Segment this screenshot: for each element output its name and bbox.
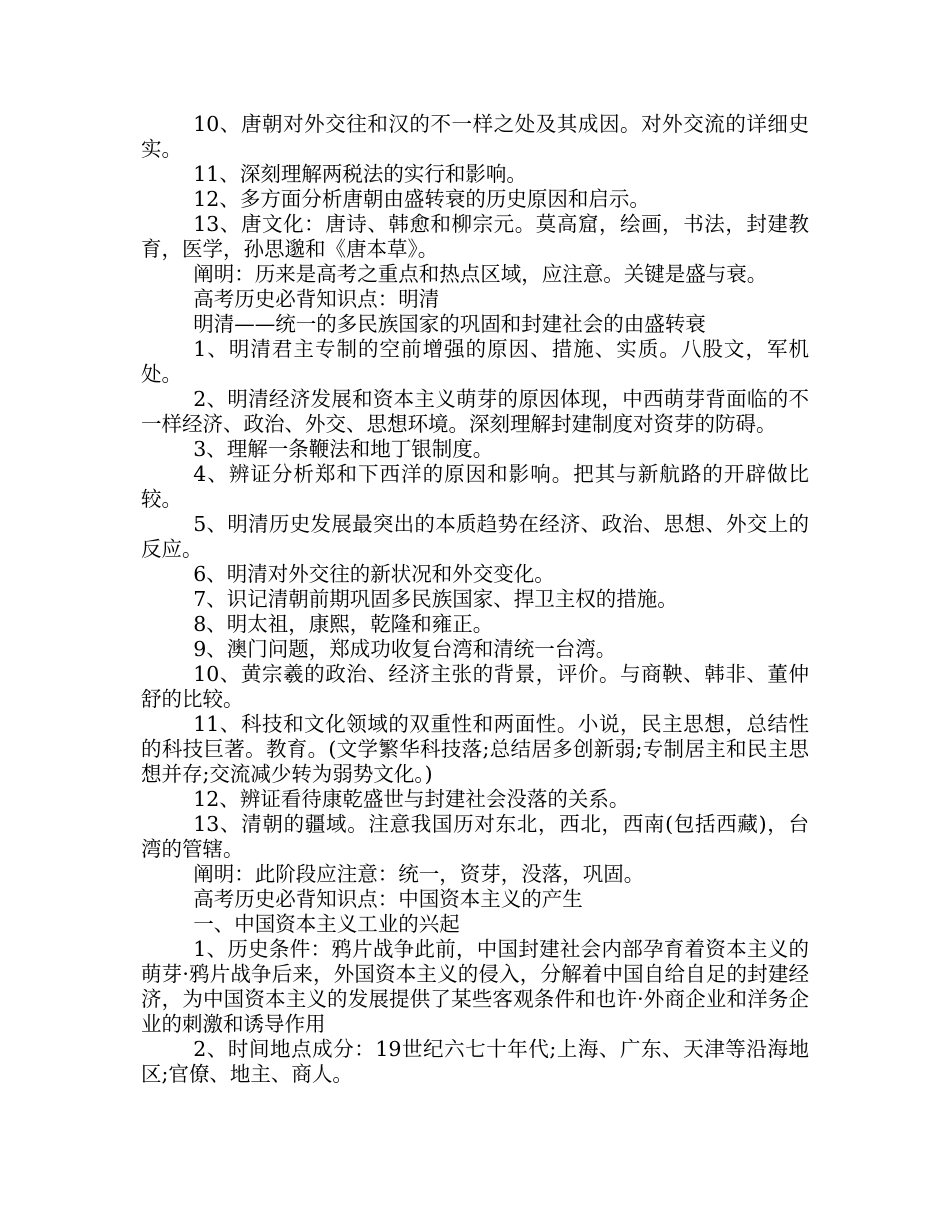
paragraph-two-tax-law: 11、深刻理解两税法的实行和影响。 [193, 162, 527, 186]
paragraph-trends: 5、明清历史发展最突出的本质趋势在经济、政治、思想、外交上的反应。 [141, 512, 809, 561]
paragraph-capitalism-sprouts: 2、明清经济发展和资本主义萌芽的原因体现，中西萌芽背面临的不一样经济、政治、外交、思想环境。深刻理解封建制度对资芽的防碍。 [141, 387, 809, 436]
paragraph-historical-conditions: 1、历史条件：鸦片战争此前，中国封建社会内部孕育着资本主义的萌芽·鸦片战争后来，外国资本主义的侵入，分解着中国自给自足的封建经济，为中国资本主义的发展提供了某些客观条件和也许·外商企业和洋务企业的刺激和诱导作用 [141, 937, 809, 1036]
paragraph-tang-foreign-relations: 10、唐朝对外交往和汉的不一样之处及其成因。对外交流的详细史实。 [141, 112, 809, 161]
paragraph-tang-decline: 12、多方面分析唐朝由盛转衰的历史原因和启示。 [193, 187, 650, 211]
paragraph-kangqian: 12、辨证看待康乾盛世与封建社会没落的关系。 [193, 787, 630, 811]
paragraph-time-place: 2、时间地点成分：19世纪六七十年代;上海、广东、天津等沿海地区;官僚、地主、商人。 [141, 1037, 809, 1086]
paragraph-tang-culture: 13、唐文化：唐诗、韩愈和柳宗元。莫高窟，绘画，书法，封建教育，医学，孙思邈和《唐本草》。 [141, 212, 809, 261]
paragraph-science-culture: 11、科技和文化领域的双重性和两面性。小说，民主思想，总结性的科技巨著。教育。(文学繁华科技落;总结居多创新弱;专制居主和民主思想并存;交流减少转为弱势文化。) [141, 712, 809, 786]
paragraph-sovereignty: 7、识记清朝前期巩固多民族国家、捍卫主权的措施。 [193, 587, 678, 611]
paragraph-autocracy: 1、明清君主专制的空前增强的原因、措施、实质。八股文，军机处。 [141, 337, 809, 386]
document-page [141, 112, 809, 1087]
paragraph-tax-reform: 3、理解一条鞭法和地丁银制度。 [193, 437, 494, 461]
section-heading-capitalism: 高考历史必背知识点：中国资本主义的产生 [193, 887, 583, 911]
section-subheading-industry: 一、中国资本主义工业的兴起 [193, 912, 460, 936]
paragraph-tang-note: 阐明：历来是高考之重点和热点区域，应注意。关键是盛与衰。 [193, 262, 768, 286]
paragraph-zheng-he: 4、辨证分析郑和下西洋的原因和影响。把其与新航路的开辟做比较。 [141, 462, 809, 511]
paragraph-ming-qing-note: 阐明：此阶段应注意：统一，资芽，没落，巩固。 [193, 862, 645, 886]
paragraph-emperors: 8、明太祖，康熙，乾隆和雍正。 [193, 612, 494, 636]
section-heading-ming-qing: 高考历史必背知识点：明清 [193, 287, 440, 311]
paragraph-foreign-relations: 6、明清对外交往的新状况和外交变化。 [193, 562, 555, 586]
paragraph-huang-zongxi: 10、黄宗羲的政治、经济主张的背景，评价。与商鞅、韩非、董仲舒的比较。 [141, 662, 809, 711]
section-subtitle-ming-qing: 明清——统一的多民族国家的巩固和封建社会的由盛转衰 [193, 312, 706, 336]
paragraph-macau-taiwan: 9、澳门问题，郑成功收复台湾和清统一台湾。 [193, 637, 617, 661]
paragraph-territory: 13、清朝的疆域。注意我国历对东北，西北，西南(包括西藏)，台湾的管辖。 [141, 812, 809, 861]
